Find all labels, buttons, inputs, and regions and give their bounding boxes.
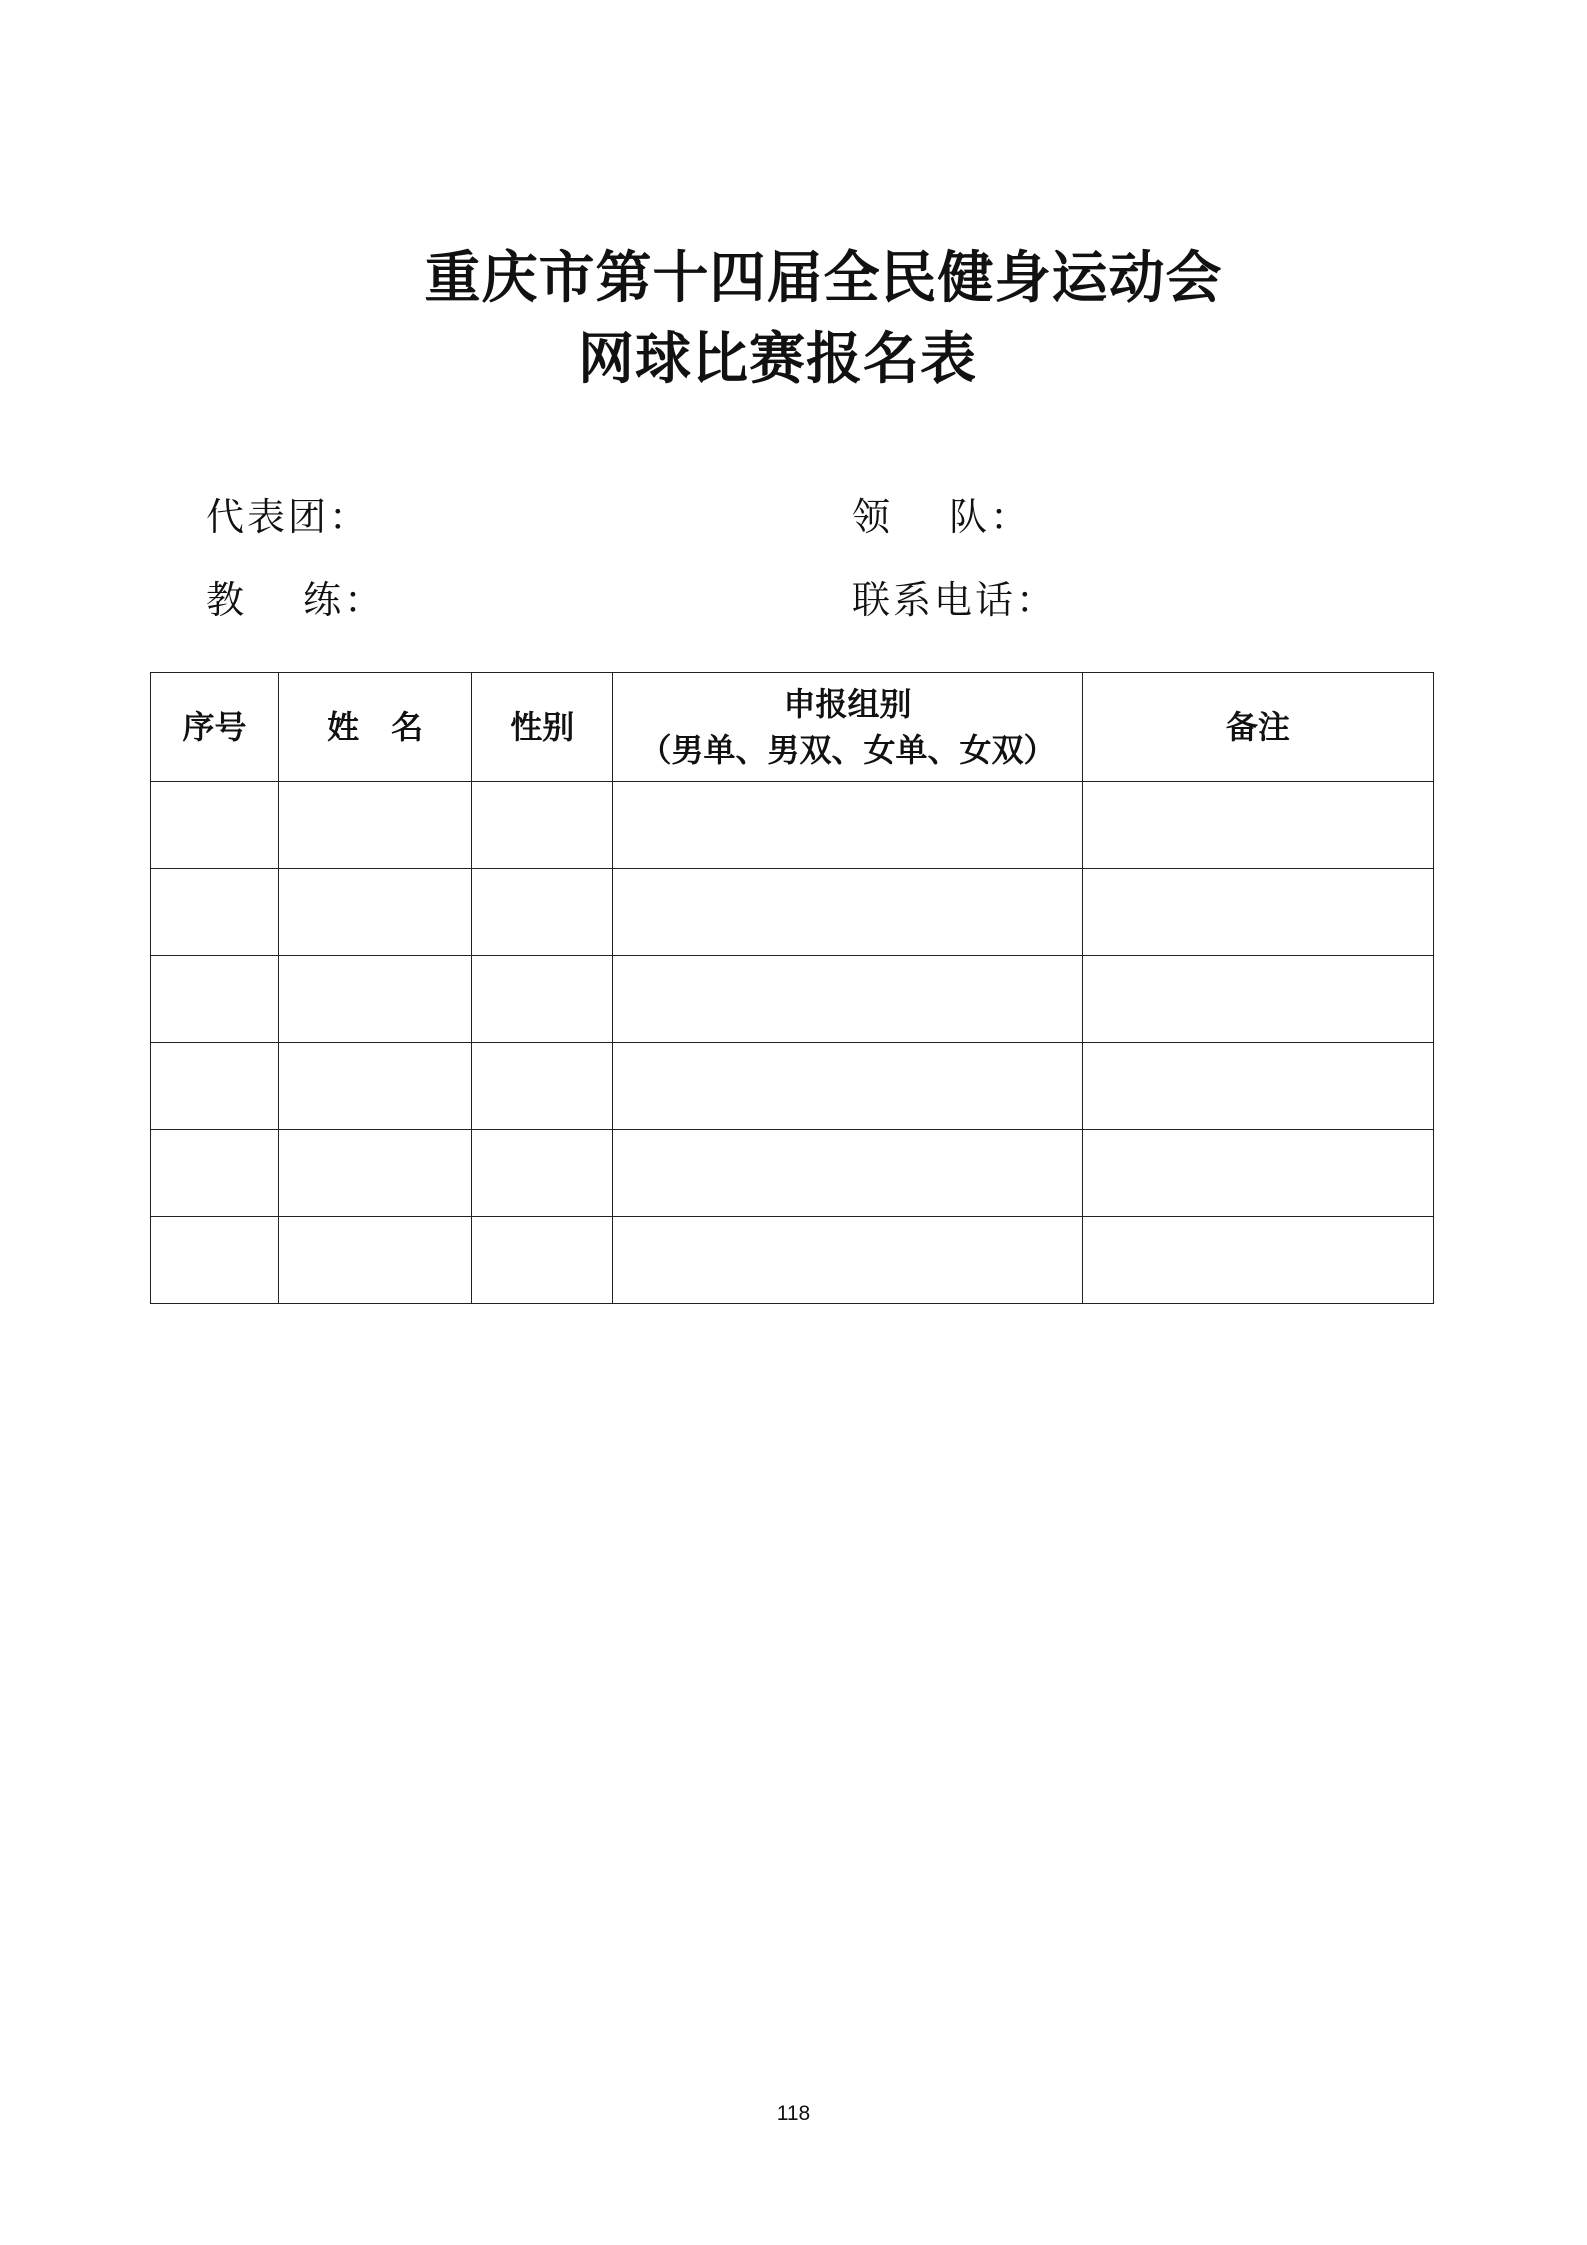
cell-gender[interactable] (472, 869, 613, 956)
cell-name[interactable] (279, 782, 472, 869)
cell-remarks[interactable] (1082, 1130, 1433, 1217)
table-row (151, 1043, 1434, 1130)
page-number: 118 (776, 2102, 811, 2125)
cell-gender[interactable] (472, 956, 613, 1043)
cell-name[interactable] (279, 869, 472, 956)
cell-event-group[interactable] (613, 1217, 1082, 1304)
cell-serial-number[interactable] (151, 782, 279, 869)
table-row (151, 956, 1434, 1043)
cell-gender[interactable] (472, 1043, 613, 1130)
cell-serial-number[interactable] (151, 956, 279, 1043)
header-serial-number: 序号 (151, 673, 279, 782)
cell-serial-number[interactable] (151, 1217, 279, 1304)
coach-label: 教 练： (206, 578, 386, 622)
cell-event-group[interactable] (613, 869, 1082, 956)
contact-phone-label: 联系电话： (852, 578, 1058, 622)
cell-gender[interactable] (472, 1130, 613, 1217)
cell-gender[interactable] (472, 782, 613, 869)
cell-serial-number[interactable] (151, 1043, 279, 1130)
form-title-line1: 重庆市第十四届全民健身运动会 (424, 245, 1223, 311)
cell-name[interactable] (279, 1043, 472, 1130)
header-event-group: 申报组别 （男单、男双、女单、女双） (613, 673, 1082, 782)
cell-remarks[interactable] (1082, 782, 1433, 869)
table-row (151, 782, 1434, 869)
cell-name[interactable] (279, 1130, 472, 1217)
cell-remarks[interactable] (1082, 1043, 1433, 1130)
cell-remarks[interactable] (1082, 1217, 1433, 1304)
table-header-row (151, 673, 1434, 782)
cell-remarks[interactable] (1082, 869, 1433, 956)
cell-event-group[interactable] (613, 782, 1082, 869)
header-remarks: 备注 (1082, 673, 1433, 782)
cell-event-group[interactable] (613, 1130, 1082, 1217)
cell-event-group[interactable] (613, 1043, 1082, 1130)
registration-table (150, 672, 1434, 1304)
team-leader-label: 领 队： (852, 495, 1032, 539)
table-row (151, 1130, 1434, 1217)
cell-name[interactable] (279, 1217, 472, 1304)
table-row (151, 869, 1434, 956)
header-gender: 性别 (472, 673, 613, 782)
cell-gender[interactable] (472, 1217, 613, 1304)
header-name: 姓 名 (279, 673, 472, 782)
cell-name[interactable] (279, 956, 472, 1043)
cell-serial-number[interactable] (151, 1130, 279, 1217)
table-row (151, 1217, 1434, 1304)
form-title-line2: 网球比赛报名表 (578, 326, 977, 392)
cell-remarks[interactable] (1082, 956, 1433, 1043)
delegation-label: 代表团： (206, 495, 371, 539)
cell-event-group[interactable] (613, 956, 1082, 1043)
cell-serial-number[interactable] (151, 869, 279, 956)
